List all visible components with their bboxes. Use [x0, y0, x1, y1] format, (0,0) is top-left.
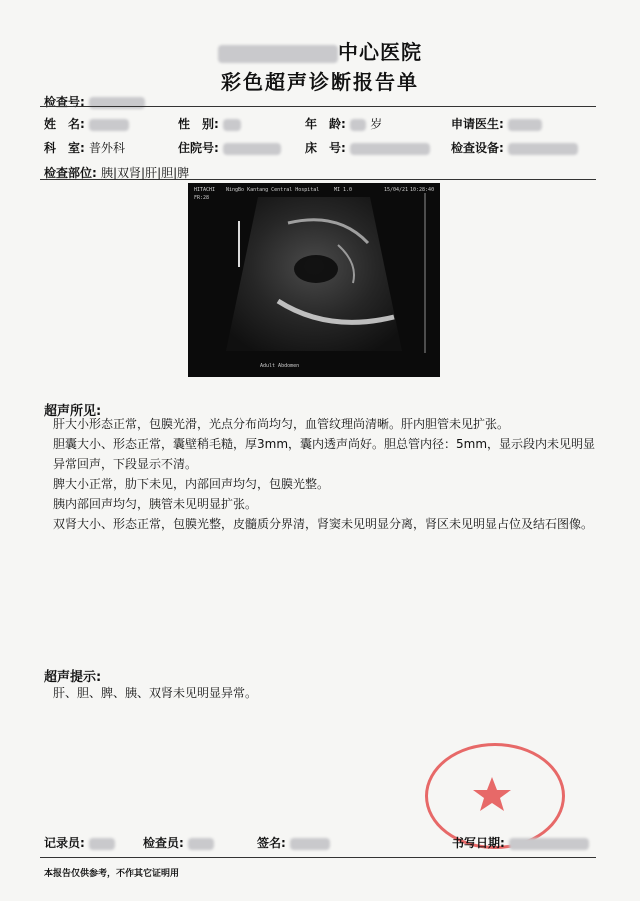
write-date-field: 书写日期: — [452, 834, 589, 851]
redacted-text — [89, 119, 129, 131]
name-field: 姓 名: — [44, 115, 129, 132]
finding-pancreas: 胰内部回声均匀，胰管未见明显扩张。 — [53, 497, 258, 511]
redacted-text — [350, 119, 366, 131]
redacted-text — [508, 143, 578, 155]
divider — [40, 179, 596, 180]
redacted-text — [223, 119, 241, 131]
redacted-text — [89, 838, 115, 850]
ultrasound-image — [188, 183, 440, 377]
image-preset: Adult Abdomen — [260, 363, 300, 369]
redacted-text — [223, 143, 281, 155]
disclaimer-note: 本报告仅供参考，不作其它证明用 — [44, 869, 180, 879]
finding-spleen: 脾大小正常，肋下未见，内部回声均匀，包膜光整。 — [53, 477, 330, 491]
hospital-name — [0, 36, 640, 65]
image-date: 15/04/21 — [384, 187, 409, 193]
image-fr: FR:28 — [194, 195, 210, 201]
ultrasound-scan — [188, 183, 440, 377]
gender-field: 性 别: — [178, 115, 241, 132]
findings-heading: 超声所见: — [44, 404, 102, 419]
finding-liver: 肝大小形态正常，包膜光滑，光点分布尚均匀，血管纹理尚清晰。肝内胆管未见扩张。 — [53, 417, 510, 431]
doctor-field: 申请医生: — [451, 115, 542, 132]
conclusion-heading: 超声提示: — [44, 670, 102, 685]
stamp-star-icon — [425, 743, 559, 843]
hospital-suffix: 中心医院 — [338, 40, 422, 64]
age-field: 年 龄: 岁 — [305, 117, 383, 131]
examiner-field: 检查员: — [143, 834, 214, 851]
redacted-text — [290, 838, 330, 850]
image-brand: HITACHI — [194, 187, 216, 193]
redacted-text — [188, 838, 214, 850]
dept-field: 科 室: 普外科 — [44, 141, 126, 155]
redacted-text — [218, 45, 338, 63]
image-mode: MI 1.0 — [334, 187, 353, 193]
signature-field: 签名: — [257, 834, 330, 851]
recorder-field: 记录员: — [44, 834, 115, 851]
image-time: 10:28:40 — [410, 187, 435, 193]
divider — [40, 857, 596, 858]
conclusion-text: 肝、胆、脾、胰、双肾未见明显异常。 — [53, 686, 258, 700]
inpatient-field: 住院号: — [178, 139, 281, 156]
report-title: 彩色超声诊断报告单 — [221, 70, 419, 94]
redacted-text — [508, 119, 542, 131]
redacted-text — [509, 838, 589, 850]
bed-field: 床 号: — [305, 139, 430, 156]
divider — [40, 106, 596, 107]
exam-no-field: 检查号: — [44, 93, 145, 110]
redacted-text — [350, 143, 430, 155]
exam-part-field: 检查部位: 胰|双肾|肝|胆|脾 — [44, 166, 190, 180]
finding-kidneys: 双肾大小、形态正常，包膜光整，皮髓质分界清，肾窦未见明显分离，肾区未见明显占位及结石图像。 — [53, 517, 594, 531]
image-hospital-en: NingBo Kantang Central Hospital — [226, 187, 320, 193]
device-field: 检查设备: — [451, 139, 578, 156]
finding-gallbladder: 胆囊大小、形态正常，囊壁稍毛糙，厚3mm，囊内透声尚好。胆总管内径：5mm，显示段内未见明显异常回声，下段显示不清。 — [53, 437, 596, 471]
